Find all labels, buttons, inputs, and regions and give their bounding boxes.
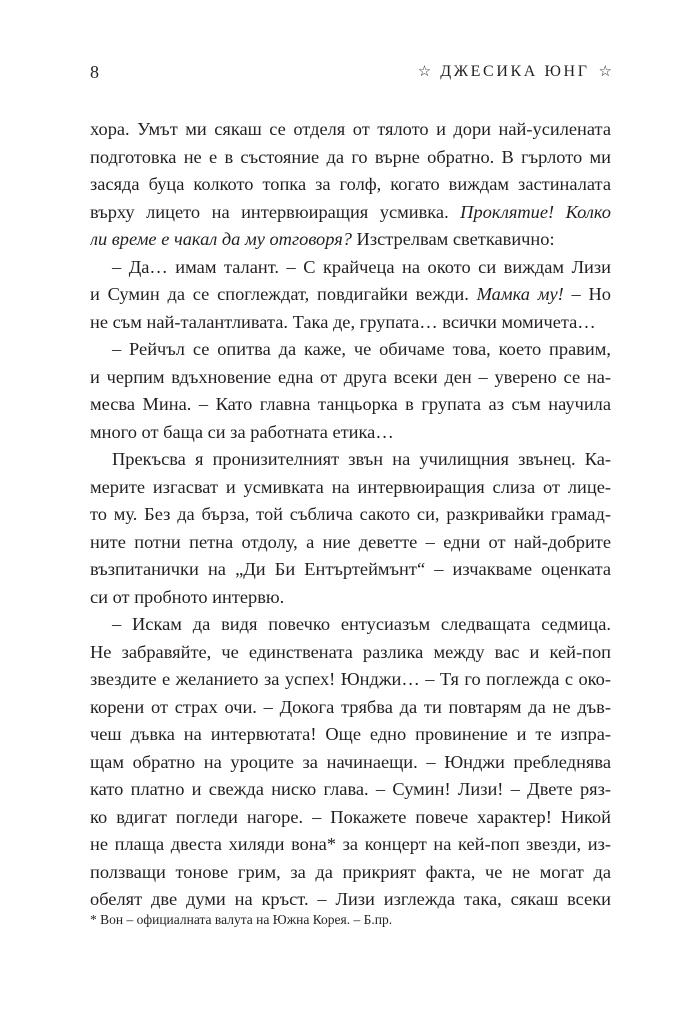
text-line <box>90 281 611 309</box>
text-line <box>90 611 611 639</box>
text-run: много от баща си за работната етика… <box>90 421 394 442</box>
text-line <box>90 309 611 337</box>
text-run: чеш дъвка на интервютата! Още едно провинение и те изпра- <box>90 724 611 744</box>
text-run: мерите изгасват и усмивката на интервюиращия слиза от лице- <box>90 476 611 497</box>
text-line <box>90 199 611 227</box>
text-line <box>90 226 611 254</box>
text-line <box>90 776 611 804</box>
text-run: си от пробното интервю. <box>90 586 285 607</box>
text-line <box>90 144 611 172</box>
text-run: – Искам да видя повечко ентусиазъм следващата седмица. <box>112 614 611 634</box>
italic-text: Проклятие! Колко <box>460 201 611 222</box>
text-line <box>90 419 611 447</box>
text-run: подготовка не е в състояние да го върне обратно. В гърлото ми <box>90 146 611 167</box>
text-run: хора. Умът ми сякаш се отделя от тялото и дори най-усилената <box>90 119 611 139</box>
text-line <box>90 749 611 777</box>
text-run: – Рейчъл се опитва да каже, че обичаме това, което правим, <box>112 339 611 359</box>
text-line <box>90 116 611 144</box>
text-line <box>90 859 611 887</box>
text-run: Прекъсва я пронизителният звън на училищния звънец. Ка- <box>112 449 611 469</box>
text-line <box>90 336 611 364</box>
text-run: звездите е желанието за успех! Юнджи… – Тя го поглежда с око- <box>90 669 611 689</box>
text-line <box>90 666 611 694</box>
text-run: Изстрелвам светкавично: <box>351 229 555 249</box>
text-run: като платно и свежда ниско глава. – Сумин! Лизи! – Двете ряз- <box>90 779 611 799</box>
text-line <box>90 474 611 502</box>
text-run: – Да… имам талант. – С крайчеца на окото си виждам Лизи <box>112 256 611 277</box>
text-line <box>90 694 611 722</box>
page-number: 8 <box>90 62 100 82</box>
text-run: месва Мина. – Като главна танцьорка в групата аз съм научила <box>90 394 611 414</box>
text-run: и Сумин да се споглеждат, повдигайки вежди. <box>90 284 477 304</box>
text-line <box>90 501 611 529</box>
text-line <box>90 721 611 749</box>
text-line <box>90 639 611 667</box>
text-run: и черпим вдъхновение една от друга всеки ден – уверено се на- <box>90 366 611 387</box>
text-run: – Но <box>563 284 611 304</box>
text-run: корени от страх очи. – Докога трябва да ти повтарям да не дъв- <box>90 696 611 717</box>
text-run: то му. Без да бърза, той съблича сакото си, разкривайки грамад- <box>90 504 611 524</box>
text-run: ко вдигат погледи нагоре. – Покажете повече характер! Никой <box>90 806 611 827</box>
text-line <box>90 529 611 557</box>
text-line <box>90 171 611 199</box>
text-line <box>90 254 611 282</box>
text-line <box>90 391 611 419</box>
italic-text: Мамка му! <box>476 284 564 304</box>
text-run: засяда буца колкото топка за голф, когато виждам застиналата <box>90 174 611 194</box>
italic-text: ли време е чакал да му отговоря? <box>90 229 352 249</box>
star-icon: ☆ <box>417 63 432 80</box>
text-line <box>90 831 611 859</box>
text-run: възпитанички на „Ди Би Ентъртеймънт“ – изчакваме оценката <box>90 559 611 579</box>
text-run: върху лицето на интервюиращия усмивка. <box>90 201 461 222</box>
text-run: щам обратно на уроците за начинаещи. – Юнджи пребледнява <box>90 751 611 772</box>
footnote: * Вон – официалната валута на Южна Корея. – Б.пр. <box>90 912 393 927</box>
body-text <box>90 116 611 914</box>
text-run: Не забравяйте, че единствената разлика между вас и кей-поп <box>90 641 611 662</box>
text-line <box>90 364 611 392</box>
text-run: не съм най-талантливата. Така де, групата… всички момичета… <box>90 311 596 332</box>
text-run: ползващи тонове грим, за да прикрият факта, че не могат да <box>90 861 611 882</box>
text-run: не плаща двеста хиляди вона* за концерт на кей-поп звезди, из- <box>90 834 611 854</box>
text-line <box>90 584 611 612</box>
text-line <box>90 556 611 584</box>
text-run: ните потни петна отдолу, а ние деветте – едни от най-добрите <box>90 531 611 552</box>
text-line <box>90 804 611 832</box>
star-icon: ☆ <box>598 63 612 80</box>
running-head <box>418 63 612 81</box>
text-line <box>90 886 611 914</box>
author-name: ДЖЕСИКА ЮНГ <box>440 63 590 80</box>
text-run: обелят две думи на кръст. – Лизи изглежда така, сякаш всеки <box>90 889 611 909</box>
text-line <box>90 446 611 474</box>
